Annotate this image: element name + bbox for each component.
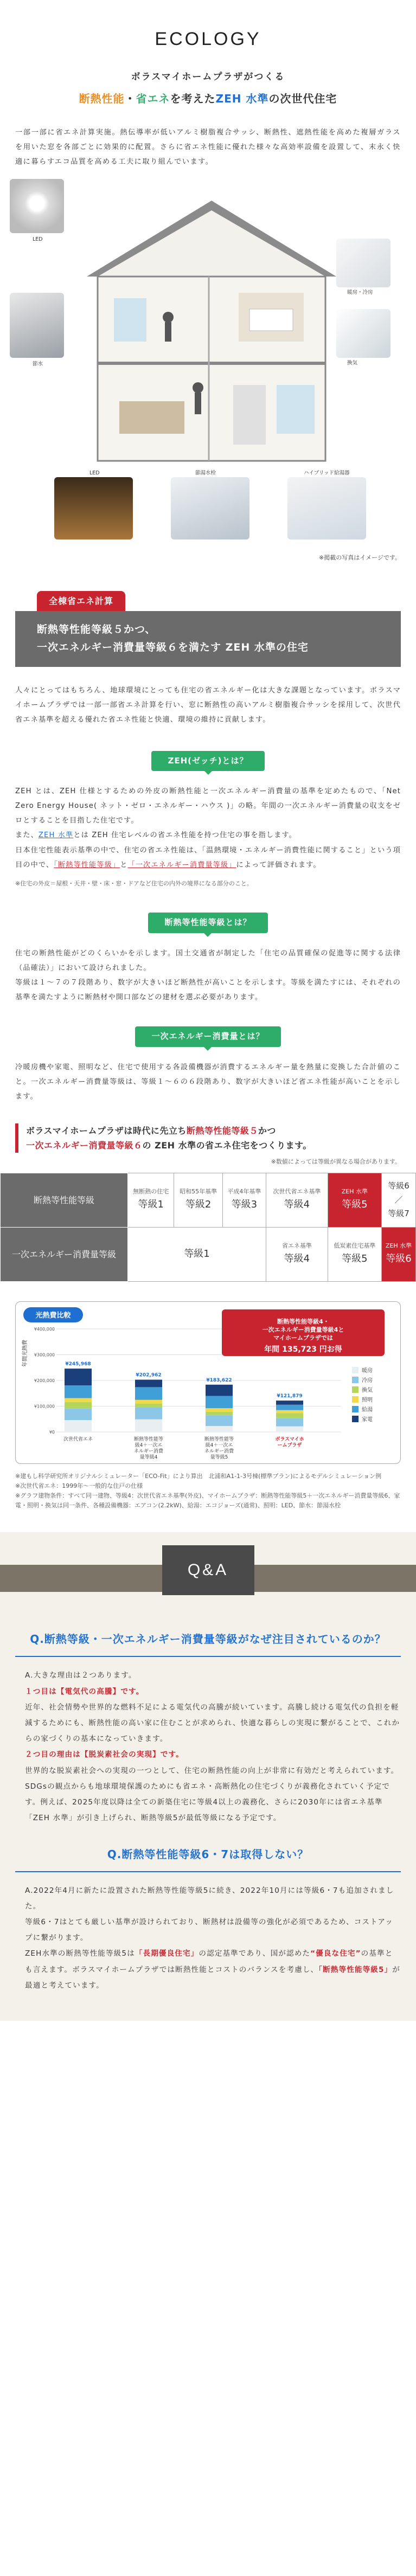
chart-note: ※建もし科学研究所オリジナルシミュレーター「ECO-Fit」により算出 北浦和A1-1-3号棟(標準プラン)によるモデルシミュレーション例 ※次世代省エネ：1999年〜一般的な住戸の仕様 ※グラフ建物条件：すべて同一建物、等級4：次世代省エネ基準(外皮)、マイホームプラザ：断熱等性能等級5＋一次エネルギー消費量等級6、家電・照明・換気は同一条件、各種設備機器：エアコン(2.2kW)、給湯：エコジョーズ(通常)、照明：LED、節水：節湯水栓 bbox=[15, 1472, 400, 1509]
zeh-paragraph2 bbox=[15, 828, 401, 843]
answer-2 bbox=[15, 1883, 401, 1994]
lead-text: 一部一部に省エネ計算実施。熱伝導率が低いアルミ樹脂複合サッシ、断熱性、遮熱性能を高めた複層ガラスを用いた窓を各部ごとに効果的に配置。さらに省エネ性能に優れた様々な高効率設備を設置して、末永く快適に暮らすエコ品質を高める工夫に取り組んでいます。 bbox=[15, 128, 401, 166]
primary-energy-heading: 一次エネルギー消費量とは？ bbox=[135, 1026, 280, 1047]
chart-bar-segment bbox=[276, 1413, 303, 1418]
chart-bar-segment bbox=[276, 1418, 303, 1426]
chart-bar-segment bbox=[206, 1408, 233, 1412]
tagline bbox=[15, 89, 401, 108]
divider bbox=[15, 1656, 401, 1657]
divider bbox=[15, 1871, 401, 1872]
grade-cell-selected: ZEH 水準 等級6 bbox=[382, 1227, 416, 1281]
grade-row2-label: 一次エネルギー消費量等級 bbox=[1, 1227, 128, 1281]
chart-bar-segment bbox=[206, 1412, 233, 1415]
tick-label: ¥200,000 bbox=[34, 1378, 55, 1383]
legend-swatch bbox=[352, 1367, 359, 1373]
qa-section bbox=[0, 1532, 416, 2021]
zeh-note: ※住宅の外皮＝屋根・天井・壁・床・窓・ドアなど住宅の内外の境界になる部分のこと。 bbox=[15, 879, 253, 887]
tagline-part4: ZEH 水準 bbox=[215, 92, 269, 105]
grade-cell-selected: ZEH 水準 等級5 bbox=[328, 1173, 381, 1227]
chart-bar-segment bbox=[135, 1387, 162, 1399]
bar-total-label: ¥202,962 bbox=[136, 1372, 162, 1378]
answer1-reason2: ２つ目の理由は【脱炭素社会の実現】です。 bbox=[25, 1750, 184, 1759]
tick-label: ¥100,000 bbox=[34, 1404, 55, 1409]
tagline-sep: ・ bbox=[124, 92, 136, 105]
chart-bar-segment bbox=[276, 1410, 303, 1413]
legend-label: 暖房 bbox=[362, 1367, 373, 1374]
bath-caption: 節湯水栓 bbox=[195, 470, 216, 476]
tagline-part1: 断熱性能 bbox=[79, 92, 125, 105]
zeh-p2a: また、 bbox=[15, 831, 39, 840]
grade-hl1b: かつ bbox=[258, 1125, 276, 1136]
grade-cell: 等級6 ／ 等級7 bbox=[382, 1173, 416, 1227]
primary-energy-paragraph: 冷暖房機や家電、照明など、住宅で使用する各設備機器が消費するエネルギー量を熱量に変換した合計値のこと。一次エネルギー消費量等級は、等級１〜６の６段階あり、数字が大きいほど省エネ性能が高いことを示します。 bbox=[15, 1063, 401, 1101]
section1-paragraph: 人々にとってはもちろん、地球環境にとっても住宅の省エネルギー化は大きな課題となっています。ボラスマイホームプラザでは一部一部省エネ計算を行い、窓に断熱性の高いアルミ樹脂複合サッシを採用して、次世代省エネ基準を超える優れた省エネ性能と快適、環境の維持に貢献します。 bbox=[15, 686, 401, 724]
chart-bar-segment bbox=[206, 1415, 233, 1426]
chart-bar-segment bbox=[135, 1379, 162, 1387]
headline-line1: 断熱等性能等級５かつ、 bbox=[37, 624, 156, 636]
legend-swatch bbox=[352, 1386, 359, 1393]
photo-note: ※掲載の写真はイメージです。 bbox=[318, 554, 401, 561]
section-headline-box bbox=[15, 611, 401, 667]
zeh-paragraph1: ZEH とは、ZEH 仕様とするための外皮の断熱性能と一次エネルギー消費量の基準を定めたもので、「Net Zero Energy House( ネット・ゼロ・エネルギー・ハウス )」の略。年間の一次エネルギー消費量の収支をゼロとすることを目指した住宅です。 bbox=[15, 787, 401, 825]
grade-row-insulation bbox=[1, 1173, 416, 1227]
faucet-photo bbox=[10, 293, 64, 358]
category-label: 断熱等性能等級4＋一次エネルギー消費量等級4 bbox=[133, 1436, 164, 1460]
grade-cell: 次世代省エネ基準 等級4 bbox=[266, 1173, 328, 1227]
legend-label: 換気 bbox=[362, 1387, 373, 1393]
chart-bar-segment bbox=[135, 1403, 162, 1407]
heating-caption: 暖房・冷房 bbox=[347, 289, 373, 295]
grade-hl2-red: 一次エネルギー消費量等級６ bbox=[26, 1140, 143, 1151]
zeh-red2: 「一次エネルギー消費量等級」 bbox=[127, 860, 236, 869]
subtitle: ボラスマイホームプラザがつくる bbox=[131, 71, 285, 82]
chart-bar-segment bbox=[206, 1426, 233, 1432]
grade-cell: 等級1 bbox=[128, 1227, 266, 1281]
bar-total-label: ¥183,622 bbox=[206, 1377, 232, 1383]
house-illustration-area bbox=[0, 179, 416, 602]
ventilation-caption: 換気 bbox=[347, 359, 358, 366]
grade-cell: 昭和55年基準 等級2 bbox=[174, 1173, 222, 1227]
led-caption: LED bbox=[33, 236, 43, 242]
grade-hl1: ボラスマイホームプラザは時代に先立ち bbox=[26, 1125, 187, 1136]
answer-1 bbox=[15, 1668, 401, 1826]
chart-bar-segment bbox=[206, 1396, 233, 1408]
legend-label: 家電 bbox=[362, 1416, 373, 1423]
answer1-intro: A.大きな理由は２つあります。 bbox=[25, 1671, 137, 1680]
insulation-heading: 断熱等性能等級とは？ bbox=[148, 913, 267, 933]
legend-swatch bbox=[352, 1396, 359, 1403]
answer1-p3: SDGsの観点からも地球環境保護のためにも省エネ・高断熱化の住宅づくりが義務化されていく予定です。例えば、2025年度以降は全ての新築住宅に等級4以上の義務化、さらに2030年には省エネ基準「ZEH 水準」が引き上げられ、断熱等級5が最低等級になる予定です。 bbox=[25, 1782, 390, 1823]
faucet-caption: 節水 bbox=[33, 361, 43, 367]
tagline-part3: を考えた bbox=[170, 92, 216, 105]
y-axis-label: 年間光熱費 bbox=[22, 1339, 28, 1367]
chart-bar-segment bbox=[65, 1420, 92, 1432]
led-photo bbox=[10, 179, 64, 233]
answer2-p2: 等級6・7はとても厳しい基準が設けられており、断熱材は設備等の強化が必須であるため、コストアップに繋がります。 bbox=[25, 1918, 393, 1943]
legend-swatch bbox=[352, 1406, 359, 1412]
callout-amount: 年間 135,723 円お得 bbox=[264, 1345, 342, 1354]
chart-bar-segment bbox=[135, 1408, 162, 1419]
grade-row-primary bbox=[1, 1227, 416, 1281]
bath-photo bbox=[171, 477, 249, 539]
heater-caption: ハイブリッド給湯器 bbox=[304, 470, 350, 476]
zeh-paragraph3 bbox=[15, 843, 401, 872]
tick-label: ¥0 bbox=[49, 1429, 55, 1435]
legend-label: 給湯 bbox=[362, 1406, 373, 1413]
answer1-reason1: １つ目は【電気代の高騰】です。 bbox=[25, 1687, 144, 1696]
cost-chart bbox=[15, 1301, 401, 1464]
category-label: 断熱等性能等級4＋一次エネルギー消費量等級5 bbox=[204, 1436, 234, 1460]
chart-bar-segment bbox=[276, 1405, 303, 1410]
house-cross-section bbox=[81, 195, 342, 466]
chart-bar-segment bbox=[135, 1400, 162, 1404]
tick-label: ¥400,000 bbox=[34, 1326, 55, 1332]
chart-bar-segment bbox=[65, 1402, 92, 1408]
cost-chart-svg bbox=[16, 1302, 400, 1464]
category-label: 次世代省エネ bbox=[63, 1436, 93, 1442]
grade-cell: 省エネ基準 等級4 bbox=[266, 1227, 328, 1281]
qa-label: Q&A bbox=[162, 1545, 254, 1595]
zeh-link[interactable]: ZEH 水準 bbox=[38, 831, 74, 840]
legend-label: 冷房 bbox=[362, 1377, 373, 1384]
grade-hl1-red: 断熱等性能等級５ bbox=[186, 1125, 258, 1136]
answer1-p1: 近年、社会情勢や世界的な燃料不足による電気代の高騰が続いています。高騰し続ける電気代の負担を軽減するためにも、断熱性能の高い家に住むことが求められ、快適な暮らしの実現に繋がることで、これからの家づくりの基本になっていきます。 bbox=[25, 1703, 400, 1744]
zeh-p2b: とは ZEH 住宅レベルの省エネ性能を持つ住宅の事を指します。 bbox=[73, 831, 297, 840]
ventilation-photo bbox=[336, 309, 391, 358]
chart-bar-segment bbox=[135, 1419, 162, 1432]
insulation-paragraph2: 等級は１～７の７段階あり、数字が大きいほど断熱性が高いことを示します。等級を満たすには、それぞれの基準を満たすように断熱材や開口部などの建材を選ぶ必要があります。 bbox=[15, 978, 401, 1001]
grade-row1-label: 断熱等性能等級 bbox=[1, 1173, 128, 1227]
question-1: Q.断熱等級・一次エネルギー消費量等級がなぜ注目されているのか？ bbox=[30, 1633, 386, 1646]
grade-cell: 無断熱の住宅 等級1 bbox=[128, 1173, 174, 1227]
grade-hl2b: の ZEH 水準の省エネ住宅をつくります。 bbox=[142, 1140, 312, 1151]
grade-cell: 平成4年基準 等級3 bbox=[222, 1173, 266, 1227]
insulation-paragraph1: 住宅の断熱性能がどのくらいかを示します。国土交通省が制定した「住宅の品質確保の促進等に関する法律（品確法）」において設けられました。 bbox=[15, 949, 401, 972]
grade-headline bbox=[15, 1123, 401, 1153]
light-photo bbox=[54, 477, 133, 539]
chart-bar-segment bbox=[65, 1369, 92, 1385]
chart-bar-segment bbox=[65, 1398, 92, 1402]
chart-title: 光熱費比較 bbox=[35, 1311, 71, 1320]
legend-swatch bbox=[352, 1416, 359, 1422]
chart-bar-segment bbox=[276, 1401, 303, 1405]
answer2-p1: A.2022年4月に新たに設置された断熱等性能等級5に続き、2022年10月には等級6・7も追加されました。 bbox=[25, 1886, 394, 1911]
light-caption: LED bbox=[89, 470, 100, 476]
chart-bar-segment bbox=[65, 1385, 92, 1398]
headline-line2: 一次エネルギー消費量等級６を満たす ZEH 水準の住宅 bbox=[37, 641, 309, 654]
zeh-p3c: によって評価されます。 bbox=[236, 860, 321, 869]
qa-banner bbox=[0, 1561, 416, 1592]
zeh-p3b: と bbox=[120, 860, 128, 869]
legend-label: 照明 bbox=[362, 1397, 373, 1403]
chart-bar-segment bbox=[206, 1385, 233, 1396]
chart-bar-segment bbox=[276, 1426, 303, 1431]
tagline-part5: の次世代住宅 bbox=[268, 92, 337, 105]
section-tag: 全棟省エネ計算 bbox=[37, 591, 125, 611]
grade-cell: 低炭素住宅基準 等級5 bbox=[328, 1227, 381, 1281]
tick-label: ¥300,000 bbox=[34, 1352, 55, 1358]
legend-swatch bbox=[352, 1377, 359, 1383]
callout-text: 断熱等性能等級4・一次エネルギー消費量等級4とマイホームプラザでは bbox=[262, 1318, 344, 1341]
bar-total-label: ¥245,968 bbox=[65, 1361, 91, 1367]
zeh-red1: 「断熱等性能等級」 bbox=[54, 860, 120, 869]
heating-photo bbox=[336, 239, 391, 287]
zeh-p3a: 日本住宅性能表示基準の中で、住宅の省エネ性能は、「温熱環境・エネルギー消費性能に関すること」という項目の中で、 bbox=[15, 846, 401, 869]
chart-bar-segment bbox=[65, 1408, 92, 1420]
question-2: Q.断熱等性能等級6・7は取得しない？ bbox=[107, 1847, 309, 1861]
grade-table bbox=[0, 1173, 416, 1282]
heater-photo bbox=[287, 477, 366, 539]
answer1-p2: 世界的な脱炭素社会への実現の一つとして、住宅の断熱性能の向上が非常に有効だと考えられています。 bbox=[25, 1766, 399, 1775]
category-label: ボラスマイホームプラザ bbox=[275, 1436, 304, 1448]
answer2-p3: ZEH水準の断熱等性能等級5は「長期優良住宅」の認定基準であり、国が認めた“優良な住宅”の基準とも言えます。ボラスマイホームプラザでは断熱性能とコストのバランスを考慮し、「断熱等性能等級5」が最適と考えています。 bbox=[25, 1949, 400, 1990]
bar-total-label: ¥121,879 bbox=[277, 1393, 303, 1399]
page-title: ECOLOGY bbox=[155, 29, 261, 49]
zeh-heading: ZEH(ゼッチ)とは？ bbox=[151, 751, 264, 772]
tagline-part2: 省エネ bbox=[136, 92, 170, 105]
grade-note: ※数値によっては等級が異なる場合があります。 bbox=[271, 1158, 401, 1166]
